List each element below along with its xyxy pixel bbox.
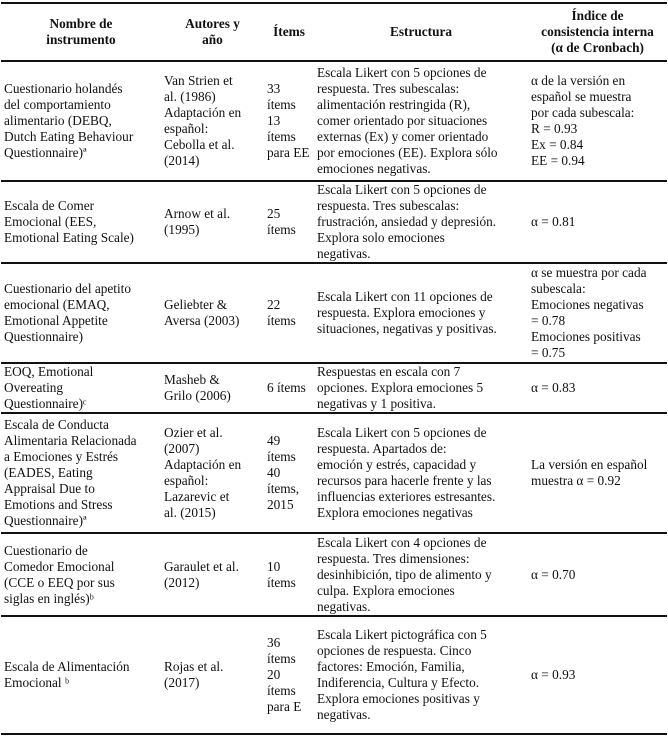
cell-name: Cuestionario de Comedor Emocional (CCE o EEQ por sus siglas en inglés)ᵇ <box>1 533 161 616</box>
cell-authors: Van Strien et al. (1986) Adaptación en español: Cebolla et al. (2014) <box>161 61 264 181</box>
cell-alpha: α de la versión en español se muestra por cada subescala: R = 0.93 Ex = 0.84 EE = 0.94 <box>528 61 667 181</box>
cell-structure: Escala Likert con 11 opciones de respuesta. Explora emociones y situaciones, negativas y positivas. <box>314 263 528 363</box>
table-row <box>1 533 667 616</box>
cell-items: 36 ítems 20 ítems para E <box>264 616 314 734</box>
cell-items: 6 ítems <box>264 363 314 413</box>
cell-authors: Arnow et al. (1995) <box>161 181 264 263</box>
cell-authors: Rojas et al. (2017) <box>161 616 264 734</box>
cell-alpha: α se muestra por cada subescala: Emociones negativas = 0.78 Emociones positivas = 0.75 <box>528 263 667 363</box>
cell-name: EOQ, Emotional Overeating Questionnaire)ᶜ <box>1 363 161 413</box>
cell-structure: Escala Likert con 4 opciones de respuesta. Tres dimensiones: desinhibición, tipo de alimento y culpa. Explora emociones negativas. <box>314 533 528 616</box>
cell-alpha: α = 0.93 <box>528 616 667 734</box>
cell-items: 10 ítems <box>264 533 314 616</box>
table-row <box>1 413 667 533</box>
cell-structure: Escala Likert con 5 opciones de respuesta. Tres subescalas: alimentación restringida (R), comer orientado por situaciones externas (Ex) y comer orientado por emociones (EE). Explora sólo emociones negativas. <box>314 61 528 181</box>
cell-structure: Escala Likert pictográfica con 5 opciones de respuesta. Cinco factores: Emoción, Familia, Indiferencia, Cultura y Efecto. Explora emociones positivas y negativas. <box>314 616 528 734</box>
cell-name: Cuestionario del apetito emocional (EMAQ, Emotional Appetite Questionnaire) <box>1 263 161 363</box>
cell-name: Cuestionario holandés del comportamiento alimentario (DEBQ, Dutch Eating Behaviour Questionnaire)ª <box>1 61 161 181</box>
header-structure: Estructura <box>314 3 528 61</box>
header-items: Ítems <box>264 3 314 61</box>
cell-alpha: α = 0.81 <box>528 181 667 263</box>
table-row <box>1 263 667 363</box>
cell-alpha: α = 0.83 <box>528 363 667 413</box>
table-row <box>1 181 667 263</box>
cell-alpha: α = 0.70 <box>528 533 667 616</box>
cell-authors: Ozier et al. (2007) Adaptación en español: Lazarevic et al. (2015) <box>161 413 264 533</box>
cell-structure: Escala Likert con 5 opciones de respuesta. Tres subescalas: frustración, ansiedad y depresión. Explora solo emociones negativas. <box>314 181 528 263</box>
cell-items: 33 ítems 13 ítems para EE <box>264 61 314 181</box>
cell-authors: Garaulet et al. (2012) <box>161 533 264 616</box>
cell-authors: Masheb & Grilo (2006) <box>161 363 264 413</box>
cell-name: Escala de Comer Emocional (EES, Emotional Eating Scale) <box>1 181 161 263</box>
table-row <box>1 61 667 181</box>
cell-structure: Respuestas en escala con 7 opciones. Explora emociones 5 negativas y 1 positiva. <box>314 363 528 413</box>
header-alpha: Índice de consistencia interna (α de Cronbach) <box>528 3 667 61</box>
cell-items: 49 ítems 40 ítems, 2015 <box>264 413 314 533</box>
cell-name: Escala de Alimentación Emocional ᵇ <box>1 616 161 734</box>
instruments-table <box>1 2 667 735</box>
header-row <box>1 3 667 61</box>
cell-authors: Geliebter & Aversa (2003) <box>161 263 264 363</box>
header-authors: Autores y año <box>161 3 264 61</box>
cell-items: 25 ítems <box>264 181 314 263</box>
cell-name: Escala de Conducta Alimentaria Relacionada a Emociones y Estrés (EADES, Eating Appraisal Due to Emotions and Stress Questionnaire)ª <box>1 413 161 533</box>
cell-structure: Escala Likert con 5 opciones de respuesta. Apartados de: emoción y estrés, capacidad y recursos para hacerle frente y las influencias exteriores estresantes. Explora emociones negativas <box>314 413 528 533</box>
table-row <box>1 616 667 734</box>
cell-items: 22 ítems <box>264 263 314 363</box>
header-name: Nombre de instrumento <box>1 3 161 61</box>
table-row <box>1 363 667 413</box>
cell-alpha: La versión en español muestra α = 0.92 <box>528 413 667 533</box>
